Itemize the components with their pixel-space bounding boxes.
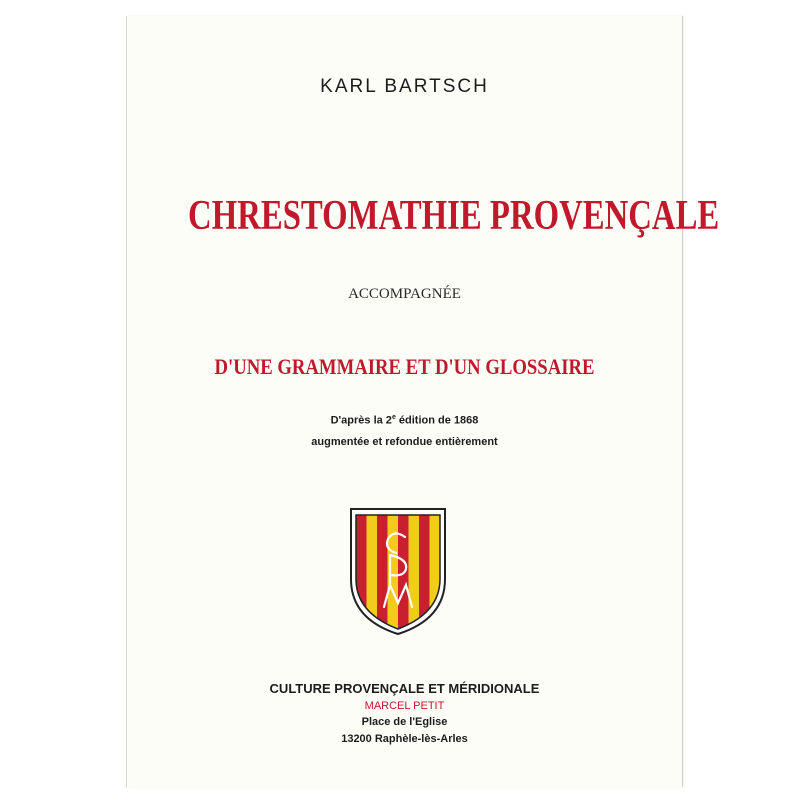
publisher-city: 13200 Raphèle-lès-Arles bbox=[341, 733, 468, 745]
edition-superscript: e bbox=[391, 414, 396, 421]
edition-note bbox=[127, 414, 682, 427]
coat-of-arms-icon bbox=[350, 507, 446, 635]
accompanied-label: ACCOMPAGNÉE bbox=[348, 286, 461, 302]
edition-note-line2: augmentée et refondue entièrement bbox=[311, 436, 498, 448]
publisher-street: Place de l'Eglise bbox=[361, 716, 448, 728]
publisher-person: MARCEL PETIT bbox=[364, 700, 445, 712]
author-name: KARL BARTSCH bbox=[320, 76, 489, 97]
edition-suffix: édition de 1868 bbox=[395, 414, 479, 427]
book-subtitle: D'UNE GRAMMAIRE ET D'UN GLOSSAIRE bbox=[214, 354, 595, 379]
publisher-name: CULTURE PROVENÇALE ET MÉRIDIONALE bbox=[269, 681, 540, 696]
edition-prefix: D'après la 2 bbox=[330, 414, 392, 427]
book-cover bbox=[126, 16, 720, 787]
book-title: CHRESTOMATHIE PROVENÇALE bbox=[188, 193, 720, 239]
